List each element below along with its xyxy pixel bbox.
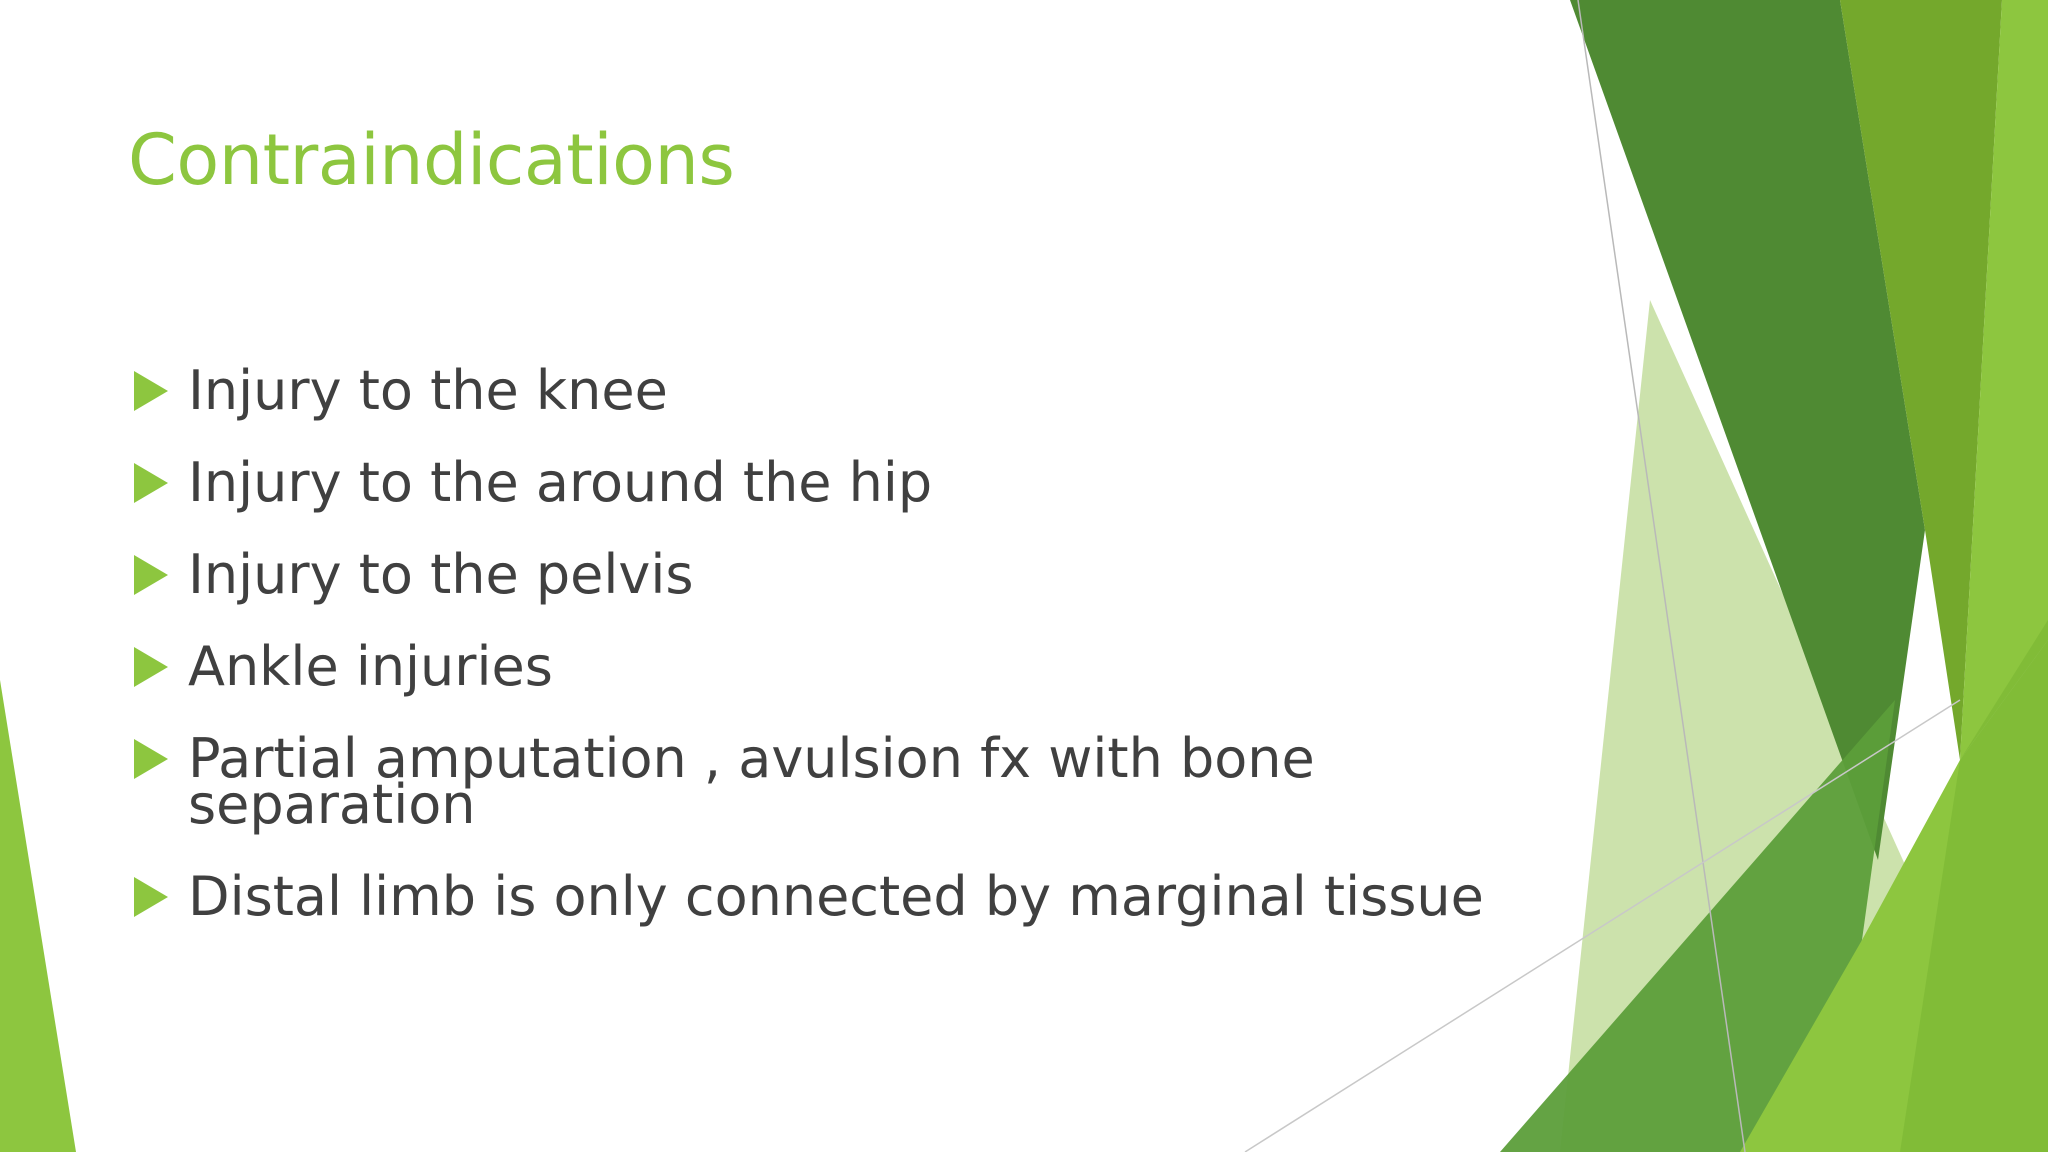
bullet-item	[132, 865, 1512, 928]
bullet-text: Injury to the knee	[188, 359, 668, 422]
bullet-text: Ankle injuries	[188, 635, 553, 698]
green-triangle-bullet-icon	[134, 371, 168, 411]
bullet-text: Partial amputation , avulsion fx with bone separation	[188, 727, 1315, 836]
bullet-text: Injury to the pelvis	[188, 543, 694, 606]
slide-title: Contraindications	[128, 119, 735, 201]
green-triangle-bullet-icon	[134, 739, 168, 779]
bullet-item	[132, 727, 1512, 836]
bullet-list	[132, 359, 1512, 966]
bullet-item	[132, 359, 1512, 422]
bullet-item	[132, 635, 1512, 698]
bullet-item	[132, 451, 1512, 514]
bullet-text: Injury to the around the hip	[188, 451, 933, 514]
bullet-text: Distal limb is only connected by marginal tissue	[188, 865, 1484, 928]
green-triangle-bullet-icon	[134, 647, 168, 687]
green-triangle-bullet-icon	[134, 555, 168, 595]
left-green-sliver	[0, 680, 76, 1152]
green-triangle-bullet-icon	[134, 463, 168, 503]
green-triangle-bullet-icon	[134, 877, 168, 917]
bullet-item	[132, 543, 1512, 606]
